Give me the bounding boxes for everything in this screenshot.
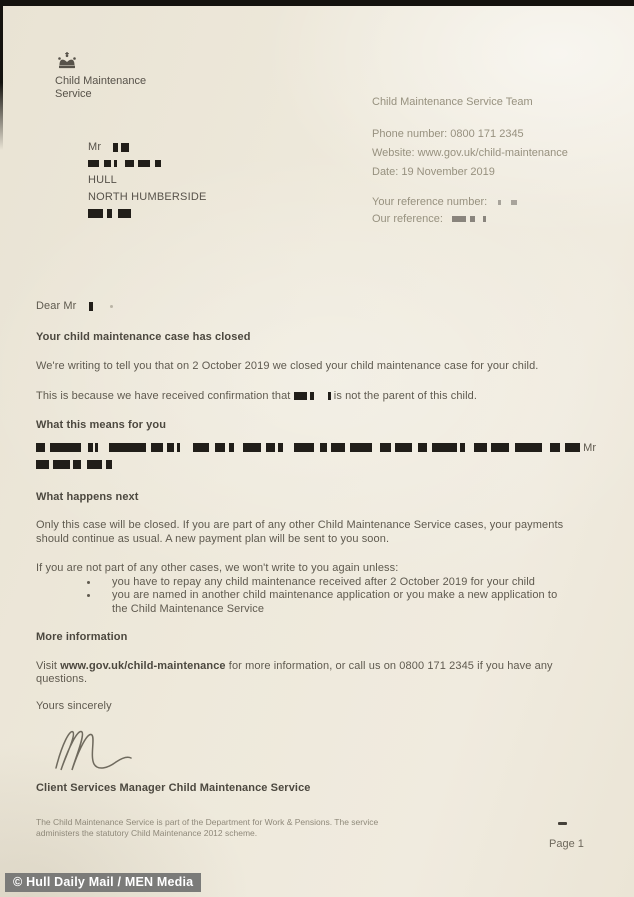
- bullet-named-line1: you are named in another child maintenance application or you make a new application to: [112, 589, 558, 601]
- recipient-name-line: [88, 139, 207, 156]
- paragraph-confirmation: [36, 390, 606, 404]
- scan-edge-top: [0, 0, 634, 6]
- letter-body: [36, 300, 606, 795]
- redaction-block: [243, 443, 261, 452]
- bullet-dot: [87, 594, 90, 597]
- redaction-block: [432, 443, 457, 452]
- redaction-block: [125, 160, 134, 167]
- salutation-line: [36, 300, 606, 314]
- redaction-block: [331, 443, 345, 452]
- signoff-role: Client Services Manager Child Maintenance Service: [36, 781, 311, 794]
- redaction-block: [50, 443, 81, 452]
- visit-suffix: for more information, or call us on 0800 171 2345 if you have any: [225, 659, 553, 672]
- heading-what-this-means: What this means for you: [36, 419, 167, 431]
- redaction-block: [395, 443, 412, 452]
- redaction-block: [498, 200, 501, 205]
- photo-credit-badge: © Hull Daily Mail / MEN Media: [5, 873, 201, 892]
- redaction-block: [89, 302, 93, 311]
- redaction-block: [36, 443, 45, 452]
- redaction-block: [121, 143, 129, 152]
- redaction-block: [151, 443, 163, 452]
- redaction-block: [53, 460, 70, 469]
- redaction-block: [565, 443, 580, 452]
- redaction-block: [418, 443, 427, 452]
- redaction: [113, 141, 129, 153]
- redaction-block: [95, 443, 98, 452]
- closing: Yours sincerely: [36, 699, 112, 712]
- page-number: Page 1: [549, 838, 584, 850]
- faint-period: [110, 305, 113, 308]
- redaction: [36, 442, 580, 454]
- redaction: [88, 158, 161, 170]
- redacted-paragraph: [36, 442, 606, 472]
- redaction-block: [515, 443, 542, 452]
- contact-date: Date: 19 November 2019: [372, 166, 495, 178]
- redaction-block: [278, 443, 283, 452]
- org-name-line2: Service: [55, 88, 92, 100]
- heading-what-happens-next: What happens next: [36, 490, 139, 503]
- redaction-block: [177, 443, 180, 452]
- redaction: [294, 390, 331, 402]
- redaction-block: [328, 392, 331, 400]
- org-name-line1: Child Maintenance: [55, 75, 147, 87]
- recipient-postcode-line: [88, 205, 207, 222]
- unless-intro: If you are not part of any other cases, we won't write to you again unless:: [36, 562, 399, 574]
- contact-phone: Phone number: 0800 171 2345: [372, 128, 524, 140]
- redacted-line-1: [36, 442, 606, 456]
- paragraph-unless-list: [36, 562, 606, 616]
- redaction-block: [470, 216, 475, 222]
- redaction-block: [104, 160, 111, 167]
- redaction-block: [310, 392, 314, 400]
- redaction: [498, 196, 517, 208]
- redaction-block: [88, 160, 99, 167]
- bullet-repay-text: you have to repay any child maintenance received after 2 October 2019 for your child: [112, 575, 535, 588]
- redaction-block: [266, 443, 275, 452]
- redaction-block: [320, 443, 327, 452]
- signature: [48, 722, 158, 774]
- redaction-block: [155, 160, 161, 167]
- visit-line1: [36, 660, 606, 674]
- footer-note-line1: The Child Maintenance Service is part of the Department for Work & Pensions. The service: [36, 817, 379, 827]
- redaction-block: [460, 443, 465, 452]
- redaction-block: [73, 460, 81, 469]
- redaction-block: [229, 443, 234, 452]
- your-reference-line: [372, 196, 568, 209]
- redaction-block: [452, 216, 466, 222]
- redaction-block: [294, 392, 307, 400]
- bullet-item-repay: [36, 576, 606, 590]
- redaction-block: [350, 443, 372, 452]
- redaction-block: [138, 160, 150, 167]
- letterhead: [55, 52, 146, 101]
- bullet-named-line2: the Child Maintenance Service: [112, 602, 265, 615]
- recipient-title: Mr: [88, 141, 102, 153]
- redaction-block: [107, 209, 112, 218]
- redaction-block: [491, 443, 509, 452]
- redaction-block: [118, 209, 131, 218]
- redaction-block: [88, 443, 93, 452]
- redacted-line-suffix: Mr: [580, 441, 597, 454]
- confirmation-prefix: This is because we have received confirmation that: [36, 389, 294, 402]
- redaction-block: [113, 143, 118, 152]
- only-case-line1: Only this case will be closed. If you are part of any other Child Maintenance Service cases, your payments: [36, 519, 564, 531]
- redaction-block: [511, 200, 517, 205]
- redaction-block: [474, 443, 487, 452]
- contact-website: Website: www.gov.uk/child-maintenance: [372, 147, 568, 159]
- redaction-block: [109, 443, 146, 452]
- our-reference-label: Our reference:: [372, 213, 443, 225]
- contact-block: [372, 96, 568, 226]
- crown-logo-icon: [55, 52, 79, 71]
- redaction-block: [294, 443, 314, 452]
- heading-more-information: More information: [36, 631, 128, 643]
- recipient-address: [88, 139, 207, 222]
- confirmation-suffix: is not the parent of this child.: [333, 389, 478, 402]
- salutation: Dear Mr: [36, 300, 77, 312]
- redaction-block: [483, 216, 486, 222]
- redaction-block: [106, 460, 112, 469]
- redaction-block: [550, 443, 560, 452]
- redaction-block: [193, 443, 209, 452]
- heading-case-closed: Your child maintenance case has closed: [36, 330, 251, 343]
- scan-edge-left: [0, 0, 3, 150]
- redaction: [88, 207, 131, 219]
- paragraph-only-case: [36, 519, 606, 546]
- visit-line2: questions.: [36, 673, 88, 685]
- redaction: [36, 458, 112, 470]
- scan-mark: [558, 822, 567, 825]
- visit-prefix: Visit: [36, 659, 61, 672]
- recipient-city: HULL: [88, 174, 117, 186]
- bullet-dot: [87, 581, 90, 584]
- redaction: [452, 213, 486, 225]
- redaction-block: [114, 160, 117, 167]
- our-reference-line: [372, 213, 568, 226]
- redaction-block: [167, 443, 174, 452]
- redaction: [89, 300, 93, 312]
- visit-url: www.gov.uk/child-maintenance: [60, 659, 226, 672]
- paragraph-visit: [36, 660, 606, 687]
- redaction-block: [380, 443, 391, 452]
- recipient-county: NORTH HUMBERSIDE: [88, 190, 207, 203]
- redaction-block: [87, 460, 102, 469]
- redaction-block: [36, 460, 49, 469]
- redaction-block: [215, 443, 225, 452]
- only-case-line2: should continue as usual. A new payment plan will be sent to you soon.: [36, 532, 390, 545]
- paragraph-writing: We're writing to tell you that on 2 October 2019 we closed your child maintenance case for your child.: [36, 360, 539, 372]
- redaction-block: [88, 209, 103, 218]
- contact-team: Child Maintenance Service Team: [372, 96, 533, 108]
- footer-note: [36, 817, 378, 839]
- footer-note-line2: administers the statutory Child Maintenance 2012 scheme.: [36, 828, 258, 838]
- redacted-line-2: [36, 458, 606, 472]
- recipient-street-line: [88, 156, 207, 173]
- your-reference-label: Your reference number:: [372, 196, 488, 208]
- bullet-item-named: [36, 589, 606, 616]
